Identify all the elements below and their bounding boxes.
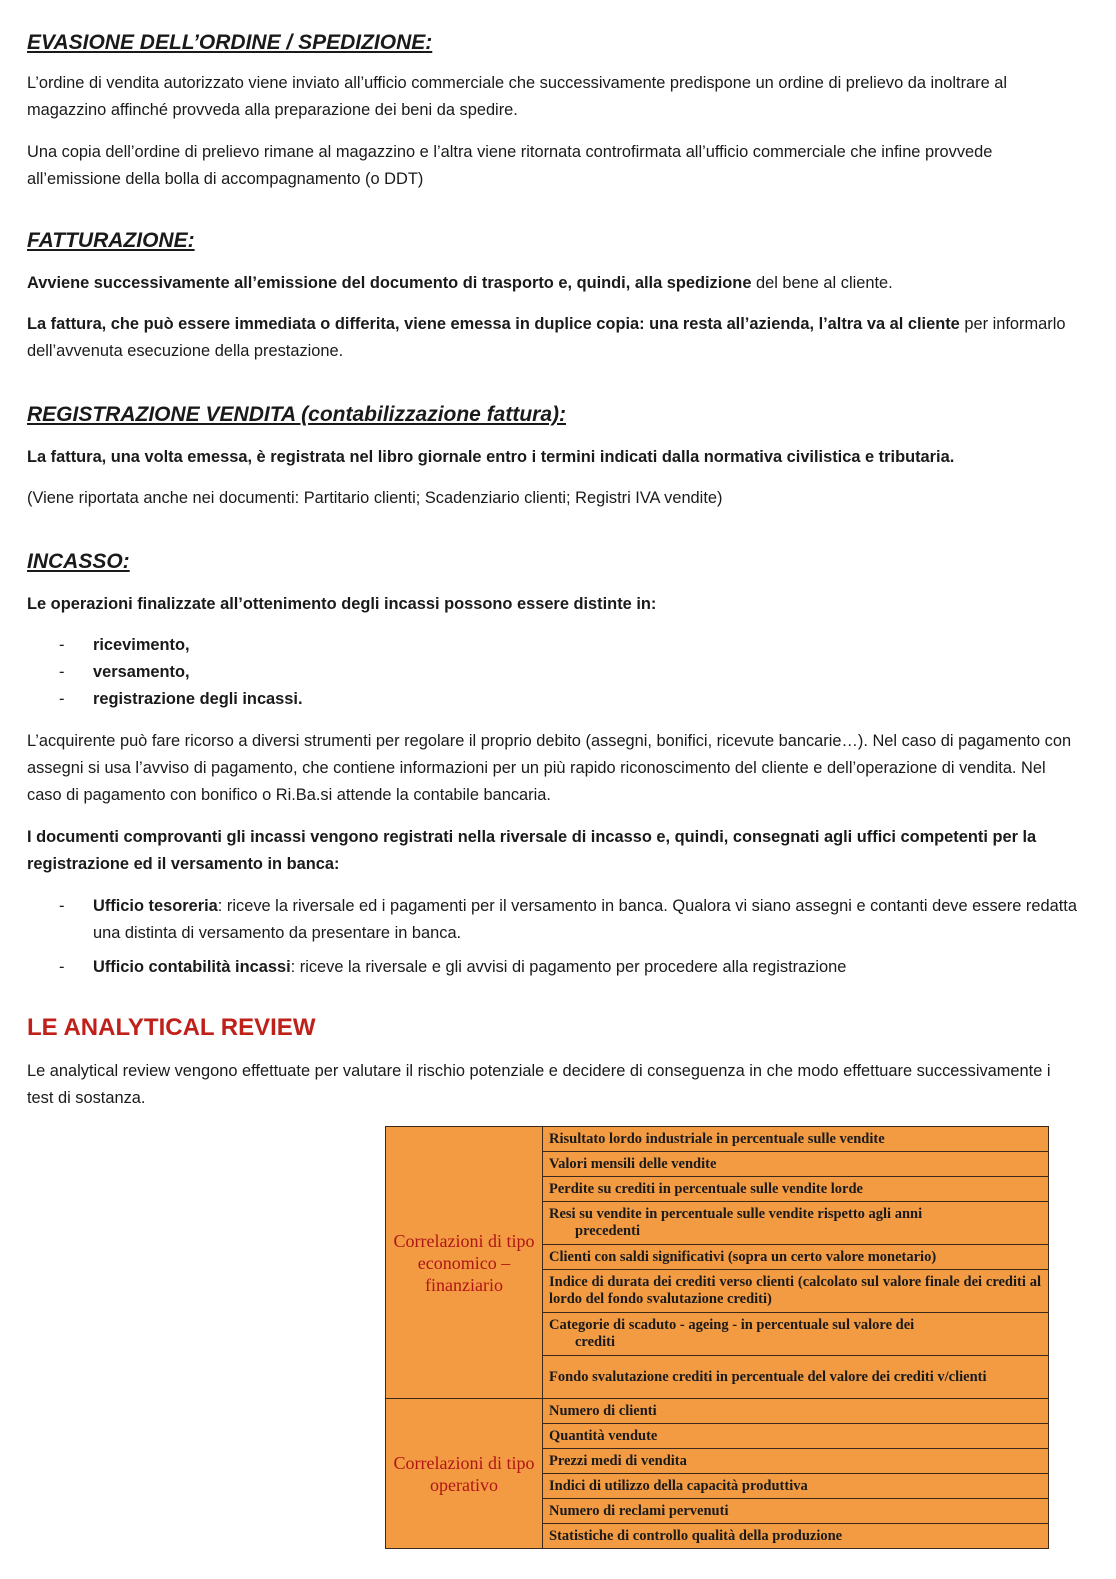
cell-text: Fondo svalutazione crediti in percentuale del valore dei crediti v/clienti <box>549 1368 987 1385</box>
table-cell: Numero di clienti <box>543 1399 1049 1424</box>
bold-text: Ufficio contabilità incassi <box>93 958 291 976</box>
paragraph <box>27 311 1083 365</box>
table-cell <box>543 1152 1049 1177</box>
paragraph <box>27 444 1083 471</box>
bold-text: I documenti comprovanti gli incassi vengono registrati nella riversale di incasso e, quindi, consegnati agli uffici competenti per la registrazione ed il versamento in banca: <box>27 828 1037 873</box>
paragraph: (Viene riportata anche nei documenti: Partitario clienti; Scadenziario clienti; Registri IVA vendite) <box>27 489 723 507</box>
list-item-text: registrazione degli incassi. <box>93 690 303 708</box>
table-cell: Numero di reclami pervenuti <box>543 1499 1049 1524</box>
list-item <box>27 893 1083 947</box>
list-item <box>27 686 1083 713</box>
table-cell <box>543 1270 1049 1313</box>
list-item-text: ricevimento, <box>93 636 190 654</box>
bold-text: Le operazioni finalizzate all’ottenimento degli incassi possono essere distinte in: <box>27 595 657 613</box>
bold-text: La fattura, una volta emessa, è registrata nel libro giornale entro i termini indicati dalla normativa civilistica e tributaria. <box>27 448 955 466</box>
bold-text: Ufficio tesoreria <box>93 897 218 915</box>
text: del bene al cliente. <box>751 274 893 292</box>
cell-text: Risultato lordo industriale in percentuale sulle vendite <box>549 1130 885 1147</box>
list-item-text: versamento, <box>93 663 190 681</box>
table-cell <box>543 1127 1049 1152</box>
table-cell: Prezzi medi di vendita <box>543 1449 1049 1474</box>
cell-text: Categorie di scaduto - ageing - in percentuale sul valore dei <box>549 1317 915 1333</box>
text: : riceve la riversale ed i pagamenti per il versamento in banca. Qualora vi siano assegni e contanti deve essere redatta una distinta di versamento da presentare in banca. <box>93 897 1077 942</box>
table-cell <box>543 1313 1049 1356</box>
section-title-evasione: EVASIONE DELL’ORDINE / SPEDIZIONE: <box>27 31 433 54</box>
text: : riceve la riversale e gli avvisi di pagamento per procedere alla registrazione <box>290 958 847 976</box>
section-title-analytical-review: LE ANALYTICAL REVIEW <box>27 1014 316 1041</box>
table-row <box>386 1127 1049 1152</box>
list-item <box>27 632 1083 659</box>
cell-text: precedenti <box>575 1223 640 1239</box>
paragraph: Una copia dell’ordine di prelievo rimane al magazzino e l’altra viene ritornata controfirmata all’ufficio commerciale che infine provvede all’emissione della bolla di accompagnamento (o DDT) <box>27 143 993 188</box>
table-cell <box>543 1356 1049 1399</box>
text: per informarlo dell’avvenuta esecuzione della prestazione. <box>27 315 1066 360</box>
table-cell <box>543 1177 1049 1202</box>
list-item <box>27 659 1083 686</box>
cell-text: crediti <box>575 1334 615 1350</box>
bullet-list <box>27 893 1083 981</box>
paragraph <box>27 270 1083 297</box>
table-cell: Indici di utilizzo della capacità produttiva <box>543 1474 1049 1499</box>
section-title-registrazione: REGISTRAZIONE VENDITA (contabilizzazione fattura): <box>27 403 567 426</box>
paragraph <box>27 591 1083 618</box>
cell-text: Resi su vendite in percentuale sulle vendite rispetto agli anni <box>549 1206 923 1222</box>
bold-text: Avviene successivamente all’emissione del documento di trasporto e, quindi, alla spedizione <box>27 274 752 292</box>
group-label-economico-finanziario: Correlazioni di tipo economico – finanziario <box>386 1127 543 1399</box>
analytical-review-table <box>385 1126 1049 1549</box>
table-cell: Quantità vendute <box>543 1424 1049 1449</box>
table-cell <box>543 1202 1049 1245</box>
document-page <box>27 28 1083 1112</box>
cell-text: Clienti con saldi significativi (sopra un certo valore monetario) <box>549 1248 937 1265</box>
table-row <box>386 1399 1049 1424</box>
section-title-incasso: INCASSO: <box>27 550 130 573</box>
paragraph: Le analytical review vengono effettuate per valutare il rischio potenziale e decidere di conseguenza in che modo effettuare successivamente i test di sostanza. <box>27 1062 1051 1107</box>
paragraph: L’ordine di vendita autorizzato viene inviato all’ufficio commerciale che successivamente predispone un ordine di prelievo da inoltrare al magazzino affinché provveda alla preparazione dei beni da spedire. <box>27 74 1008 119</box>
paragraph <box>27 824 1083 878</box>
bold-text: La fattura, che può essere immediata o differita, viene emessa in duplice copia: una resta all’azienda, l’altra va al cliente <box>27 315 960 333</box>
list-item <box>27 954 1083 981</box>
cell-text: Indice di durata dei crediti verso clienti (calcolato sul valore finale dei crediti al lordo del fondo svalutazione crediti) <box>549 1274 1041 1307</box>
table-cell: Statistiche di controllo qualità della produzione <box>543 1524 1049 1549</box>
cell-text: Perdite su crediti in percentuale sulle vendite lorde <box>549 1180 863 1197</box>
section-title-fatturazione: FATTURAZIONE: <box>27 229 195 252</box>
bullet-list <box>27 632 1083 713</box>
group-label-operativo: Correlazioni di tipo operativo <box>386 1399 543 1549</box>
cell-text: Valori mensili delle vendite <box>549 1155 717 1172</box>
table-cell <box>543 1245 1049 1270</box>
paragraph: L’acquirente può fare ricorso a diversi strumenti per regolare il proprio debito (assegni, bonifici, ricevute bancarie…). Nel caso di pagamento con assegni si usa l’avviso di pagamento, che contiene informazioni per un più rapido riconoscimento del cliente e dell’operazione di vendita. Nel caso di pagamento con bonifico o Ri.Ba.si attende la contabile bancaria. <box>27 732 1072 804</box>
